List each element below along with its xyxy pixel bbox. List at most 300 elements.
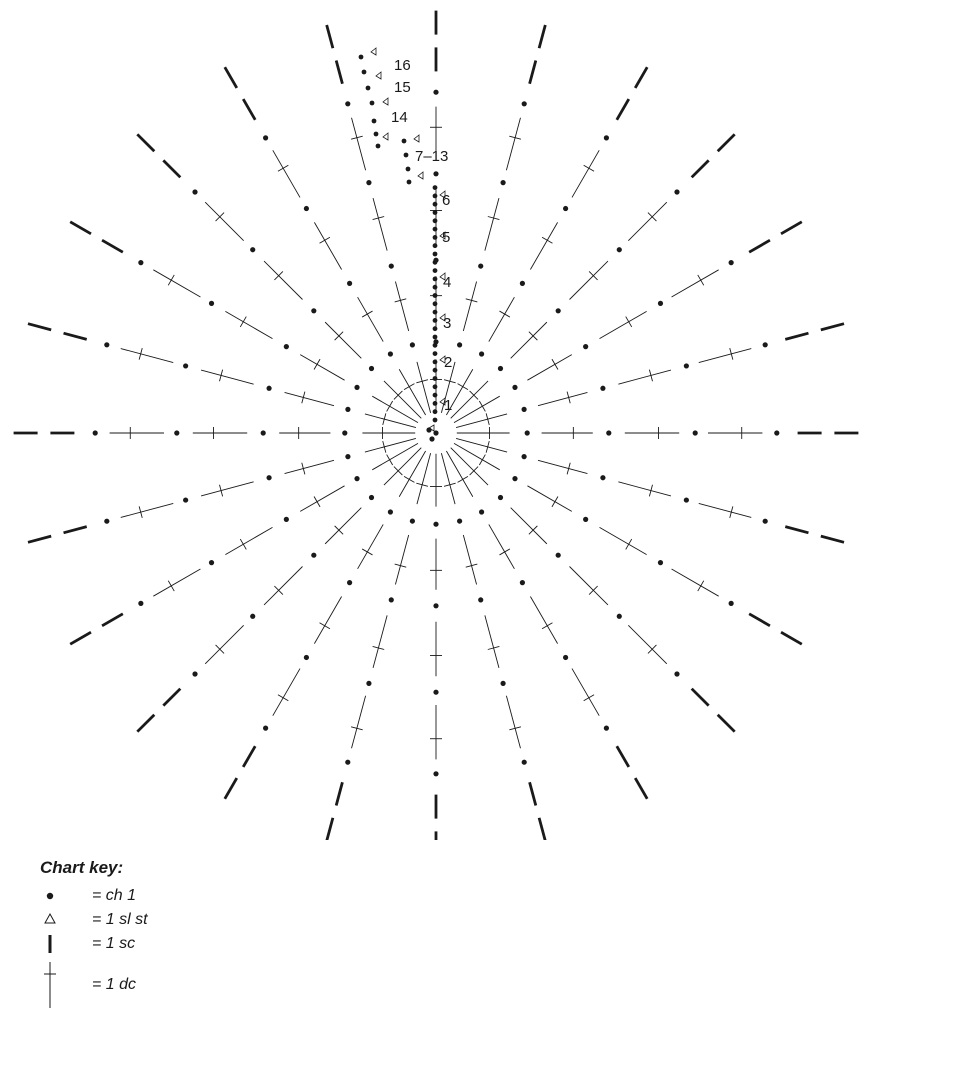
double-crochet-post [201, 370, 254, 384]
single-crochet-mark [692, 160, 709, 177]
chain-dot [478, 263, 483, 268]
center-chain-dot [429, 436, 434, 441]
chain-dot [389, 263, 394, 268]
chain-dot [345, 454, 350, 459]
double-crochet-post [489, 524, 515, 568]
chain-dot [684, 497, 689, 502]
double-crochet-crossbar [584, 695, 594, 701]
double-crochet-post [153, 569, 200, 596]
chain-dot [521, 454, 526, 459]
double-crochet-post [314, 597, 341, 644]
double-crochet-crossbar [542, 623, 552, 629]
single-crochet-mark [64, 333, 87, 339]
double-crochet-crossbar [626, 539, 632, 549]
chain-dot [433, 603, 438, 608]
double-crochet-post [352, 118, 366, 171]
single-crochet-mark [785, 527, 808, 533]
chain-dot [522, 760, 527, 765]
chain-dot [433, 171, 438, 176]
chain-dot [498, 495, 503, 500]
chain-dot [433, 771, 438, 776]
turning-chain-dot [433, 268, 438, 273]
slip-stitch-mark [418, 172, 423, 179]
chain-dot [729, 260, 734, 265]
double-crochet-post [527, 486, 571, 512]
double-crochet-post [618, 482, 671, 496]
chain-dot [410, 342, 415, 347]
double-crochet-post [373, 198, 387, 251]
turning-chain-dot [433, 194, 438, 199]
chain-dot [500, 681, 505, 686]
double-crochet-post [456, 414, 507, 428]
single-crochet-mark [617, 99, 629, 120]
double-crochet-crossbar [240, 317, 246, 327]
double-crochet-crossbar [479, 455, 485, 465]
key-text-chain: = ch 1 [92, 887, 137, 904]
double-crochet-crossbar [240, 539, 246, 549]
double-crochet-post [506, 118, 520, 171]
single-crochet-mark [70, 222, 91, 234]
chart-key [40, 858, 440, 1058]
turning-chain-dot [359, 55, 364, 60]
double-crochet-post [399, 451, 425, 497]
double-crochet-post [314, 222, 341, 269]
chain-dot [478, 597, 483, 602]
turning-chain-dot [407, 180, 412, 185]
double-crochet-crossbar [584, 165, 594, 171]
double-crochet-post [395, 535, 408, 584]
turning-chain-dot [362, 70, 367, 75]
slip-stitch-triangle-icon [40, 908, 62, 932]
single-crochet-mark [821, 536, 844, 542]
chain-dot [658, 560, 663, 565]
key-text-slip-stitch: = 1 sl st [92, 911, 148, 928]
single-crochet-mark [749, 614, 770, 626]
chain-dot [520, 580, 525, 585]
chain-dot [345, 407, 350, 412]
chain-dot [284, 517, 289, 522]
double-crochet-post [699, 503, 752, 517]
double-crochet-crossbar [542, 237, 552, 243]
double-crochet-crossbar [458, 476, 468, 482]
chain-dot [525, 430, 530, 435]
round-label-6: 6 [442, 192, 451, 209]
double-crochet-post [672, 270, 719, 297]
chain-dot [93, 430, 98, 435]
round-label-9: 15 [394, 79, 411, 96]
single-crochet-mark [539, 818, 545, 840]
chain-dot [684, 363, 689, 368]
turning-chain-dot [433, 301, 438, 306]
chain-dot-icon [40, 884, 62, 908]
turning-chain-dot [376, 144, 381, 149]
double-crochet-post [300, 355, 344, 381]
double-crochet-crossbar [387, 401, 393, 411]
double-crochet-crossbar [362, 549, 372, 555]
single-crochet-mark [530, 782, 536, 805]
single-crochet-mark [70, 632, 91, 644]
turning-chain-dot [433, 418, 438, 423]
round-label-7: 7–13 [415, 148, 449, 165]
turning-chain-dot [433, 227, 438, 232]
chain-dot [209, 301, 214, 306]
double-crochet-post [365, 438, 416, 452]
turning-chain-dot [404, 153, 409, 158]
chain-dot [366, 681, 371, 686]
single-crochet-mark [163, 689, 180, 706]
key-row-chain [40, 884, 440, 908]
double-crochet-crossbar [499, 549, 509, 555]
double-crochet-post [451, 381, 488, 418]
single-crochet-mark [243, 746, 255, 767]
turning-chain-dot [433, 243, 438, 248]
turning-chain-dot [372, 119, 377, 124]
chain-dot [263, 135, 268, 140]
chain-dot [183, 363, 188, 368]
chain-dot [774, 430, 779, 435]
chain-dot [250, 247, 255, 252]
double-crochet-crossbar [552, 359, 558, 369]
chain-dot [342, 430, 347, 435]
round-label-3: 3 [443, 315, 452, 332]
double-crochet-post [365, 414, 416, 428]
turning-chain-dot [433, 384, 438, 389]
double-crochet-post [205, 202, 243, 240]
double-crochet-crossbar [499, 311, 509, 317]
turning-chain-dot [433, 318, 438, 323]
double-crochet-post [352, 696, 366, 749]
single-crochet-mark [163, 160, 180, 177]
chain-dot [138, 601, 143, 606]
turning-chain-dot [433, 351, 438, 356]
single-crochet-mark [530, 61, 536, 84]
double-crochet-post [446, 451, 472, 497]
double-crochet-post [372, 443, 418, 469]
single-crochet-mark [749, 240, 770, 252]
double-crochet-post [463, 282, 476, 331]
chart-key-title: Chart key: [40, 858, 124, 877]
slip-stitch-mark [383, 133, 388, 140]
chain-dot [433, 522, 438, 527]
double-crochet-crossbar [552, 496, 558, 506]
double-crochet-crossbar [698, 581, 704, 591]
double-crochet-post [672, 569, 719, 596]
key-row-slip-stitch [40, 908, 440, 932]
single-crochet-mark [225, 67, 237, 88]
chain-dot [192, 671, 197, 676]
slip-stitch-mark [383, 98, 388, 105]
double-crochet-crossbar [626, 317, 632, 327]
chain-dot [345, 101, 350, 106]
single-crochet-mark [785, 333, 808, 339]
double-crochet-post [456, 438, 507, 452]
double-crochet-post [538, 392, 587, 405]
chain-dot [209, 560, 214, 565]
chain-dot [345, 760, 350, 765]
double-crochet-crossbar [404, 384, 414, 390]
single-crochet-mark [539, 25, 545, 48]
turning-chain-dot [402, 139, 407, 144]
chain-dot [457, 342, 462, 347]
chain-dot [617, 247, 622, 252]
double-crochet-post [511, 322, 547, 358]
double-crochet-post [395, 282, 408, 331]
single-crochet-mark [781, 632, 802, 644]
chain-dot [388, 351, 393, 356]
turning-chain-dot [433, 376, 438, 381]
single-crochet-mark [718, 715, 735, 732]
chain-dot [263, 726, 268, 731]
chain-dot [261, 430, 266, 435]
chain-dot [266, 475, 271, 480]
key-row-single-crochet [40, 932, 440, 956]
double-crochet-post [572, 150, 599, 197]
turning-chain-dot [406, 167, 411, 172]
single-crochet-mark [28, 324, 51, 330]
double-crochet-post [121, 349, 174, 363]
single-crochet-mark [821, 324, 844, 330]
chain-dot [389, 597, 394, 602]
double-crochet-post [201, 482, 254, 496]
slip-stitch-mark [376, 72, 381, 79]
turning-chain-dot [433, 218, 438, 223]
double-crochet-post [358, 524, 384, 568]
chain-dot [600, 475, 605, 480]
chain-dot [498, 366, 503, 371]
chain-dot [658, 301, 663, 306]
chain-dot [763, 342, 768, 347]
double-crochet-post [530, 222, 557, 269]
round-label-10: 16 [394, 57, 411, 74]
double-crochet-post [285, 392, 334, 405]
chain-dot [556, 553, 561, 558]
single-crochet-mark [28, 536, 51, 542]
double-crochet-post [373, 615, 387, 668]
double-crochet-post [264, 567, 302, 605]
chain-dot [366, 180, 371, 185]
double-crochet-crossbar [320, 623, 330, 629]
chain-dot [311, 308, 316, 313]
chain-dot [192, 189, 197, 194]
double-crochet-crossbar [479, 401, 485, 411]
turning-chain-dot [433, 335, 438, 340]
chain-dot [583, 517, 588, 522]
double-crochet-post [570, 567, 608, 605]
double-crochet-post [454, 443, 500, 469]
round-label-8: 14 [391, 109, 408, 126]
double-crochet-post [527, 355, 571, 381]
turning-chain-dot [433, 368, 438, 373]
chain-dot [311, 553, 316, 558]
single-crochet-mark [327, 25, 333, 48]
chain-dot [104, 342, 109, 347]
double-crochet-post [225, 311, 272, 338]
double-crochet-post [699, 349, 752, 363]
double-crochet-post [121, 503, 174, 517]
double-crochet-post [538, 460, 587, 473]
single-crochet-mark [225, 778, 237, 799]
chain-dot [138, 260, 143, 265]
double-crochet-post [384, 448, 421, 485]
double-crochet-post [511, 508, 547, 544]
chain-dot [512, 385, 517, 390]
chain-dot [174, 430, 179, 435]
double-crochet-post [417, 453, 431, 504]
turning-chain-dot [433, 401, 438, 406]
chain-dot [674, 189, 679, 194]
double-crochet-post [205, 625, 243, 663]
single-crochet-mark [102, 614, 123, 626]
double-crochet-crossbar [314, 496, 320, 506]
double-crochet-post [300, 486, 344, 512]
double-crochet-post [570, 261, 608, 299]
chain-dot [600, 386, 605, 391]
turning-chain-dot [433, 277, 438, 282]
single-crochet-mark [635, 67, 647, 88]
turning-chain-dot [433, 285, 438, 290]
turning-chain-dot [433, 360, 438, 365]
turning-chain-dot [433, 310, 438, 315]
chain-dot [500, 180, 505, 185]
double-crochet-post [463, 535, 476, 584]
double-crochet-post [417, 362, 431, 413]
single-crochet-mark [718, 134, 735, 151]
double-crochet-crossbar [458, 384, 468, 390]
chain-dot [304, 655, 309, 660]
chain-dot [512, 476, 517, 481]
round-label-4: 4 [443, 274, 452, 291]
double-crochet-post [618, 370, 671, 384]
chain-dot [284, 344, 289, 349]
double-crochet-post [485, 198, 499, 251]
double-crochet-crossbar [168, 275, 174, 285]
double-crochet-post [451, 448, 488, 485]
double-crochet-crossbar [168, 581, 174, 591]
double-crochet-post-icon [40, 960, 62, 1010]
double-crochet-crossbar [278, 695, 288, 701]
turning-chain-dot [433, 235, 438, 240]
chain-dot [522, 101, 527, 106]
turning-chain-dot [433, 210, 438, 215]
chain-dot [304, 206, 309, 211]
chain-dot [563, 206, 568, 211]
chain-dot [388, 509, 393, 514]
turning-chain-dot [366, 86, 371, 91]
chain-dot [520, 281, 525, 286]
turning-chain-dot [433, 185, 438, 190]
chain-dot [354, 385, 359, 390]
chain-dot [410, 518, 415, 523]
key-text-single-crochet: = 1 sc [92, 935, 136, 952]
double-crochet-post [506, 696, 520, 749]
chain-dot [729, 601, 734, 606]
slip-stitch-mark [371, 48, 376, 55]
chain-dot [604, 726, 609, 731]
double-crochet-crossbar [404, 476, 414, 482]
turning-chain-dot [433, 409, 438, 414]
round-label-5: 5 [442, 229, 451, 246]
double-crochet-post [530, 597, 557, 644]
turning-chain-dot [433, 393, 438, 398]
single-crochet-bar-icon [40, 932, 62, 956]
double-crochet-post [572, 669, 599, 716]
double-crochet-post [441, 453, 455, 504]
key-text-double-crochet: = 1 dc [92, 976, 137, 993]
double-crochet-post [384, 381, 421, 418]
double-crochet-post [225, 527, 272, 554]
double-crochet-crossbar [314, 359, 320, 369]
double-crochet-post [153, 270, 200, 297]
single-crochet-mark [692, 689, 709, 706]
chain-dot [583, 344, 588, 349]
chain-dot [457, 518, 462, 523]
double-crochet-post [325, 322, 361, 358]
single-crochet-mark [137, 134, 154, 151]
chain-dot [433, 690, 438, 695]
double-crochet-post [489, 297, 515, 341]
double-crochet-post [264, 261, 302, 299]
round-label-2: 2 [444, 354, 453, 371]
chain-dot [556, 308, 561, 313]
double-crochet-crossbar [387, 455, 393, 465]
turning-chain-dot [433, 326, 438, 331]
single-crochet-mark [137, 715, 154, 732]
chain-dot [674, 671, 679, 676]
single-crochet-mark [102, 240, 123, 252]
double-crochet-post [273, 150, 300, 197]
chain-dot [479, 509, 484, 514]
single-crochet-mark [781, 222, 802, 234]
chain-dot [763, 519, 768, 524]
double-crochet-post [358, 297, 384, 341]
single-crochet-mark [64, 527, 87, 533]
turning-chain-dot [374, 132, 379, 137]
double-crochet-crossbar [320, 237, 330, 243]
chain-dot [521, 407, 526, 412]
chain-dot [266, 386, 271, 391]
chain-dot [604, 135, 609, 140]
chain-dot [347, 580, 352, 585]
chain-dot [563, 655, 568, 660]
double-crochet-post [273, 669, 300, 716]
single-crochet-mark [336, 782, 342, 805]
single-crochet-mark [327, 818, 333, 840]
double-crochet-crossbar [278, 165, 288, 171]
double-crochet-post [600, 311, 647, 338]
turning-chain-dot [433, 252, 438, 257]
chain-dot [693, 430, 698, 435]
chain-dot [433, 90, 438, 95]
chain-dot [183, 497, 188, 502]
double-crochet-post [285, 460, 334, 473]
double-crochet-post [628, 202, 666, 240]
chain-dot [369, 495, 374, 500]
slip-stitch-mark [414, 135, 419, 142]
round-label-1: 1 [444, 397, 453, 414]
double-crochet-post [399, 369, 425, 415]
double-crochet-post [372, 396, 418, 422]
turning-chain-dot [433, 293, 438, 298]
chain-dot [250, 614, 255, 619]
chain-dot [617, 614, 622, 619]
chain-dot [606, 430, 611, 435]
turning-chain-dot [433, 202, 438, 207]
single-crochet-mark [635, 778, 647, 799]
double-crochet-post [325, 508, 361, 544]
chain-dot [104, 519, 109, 524]
key-row-double-crochet [40, 960, 440, 1010]
chain-dot [369, 366, 374, 371]
